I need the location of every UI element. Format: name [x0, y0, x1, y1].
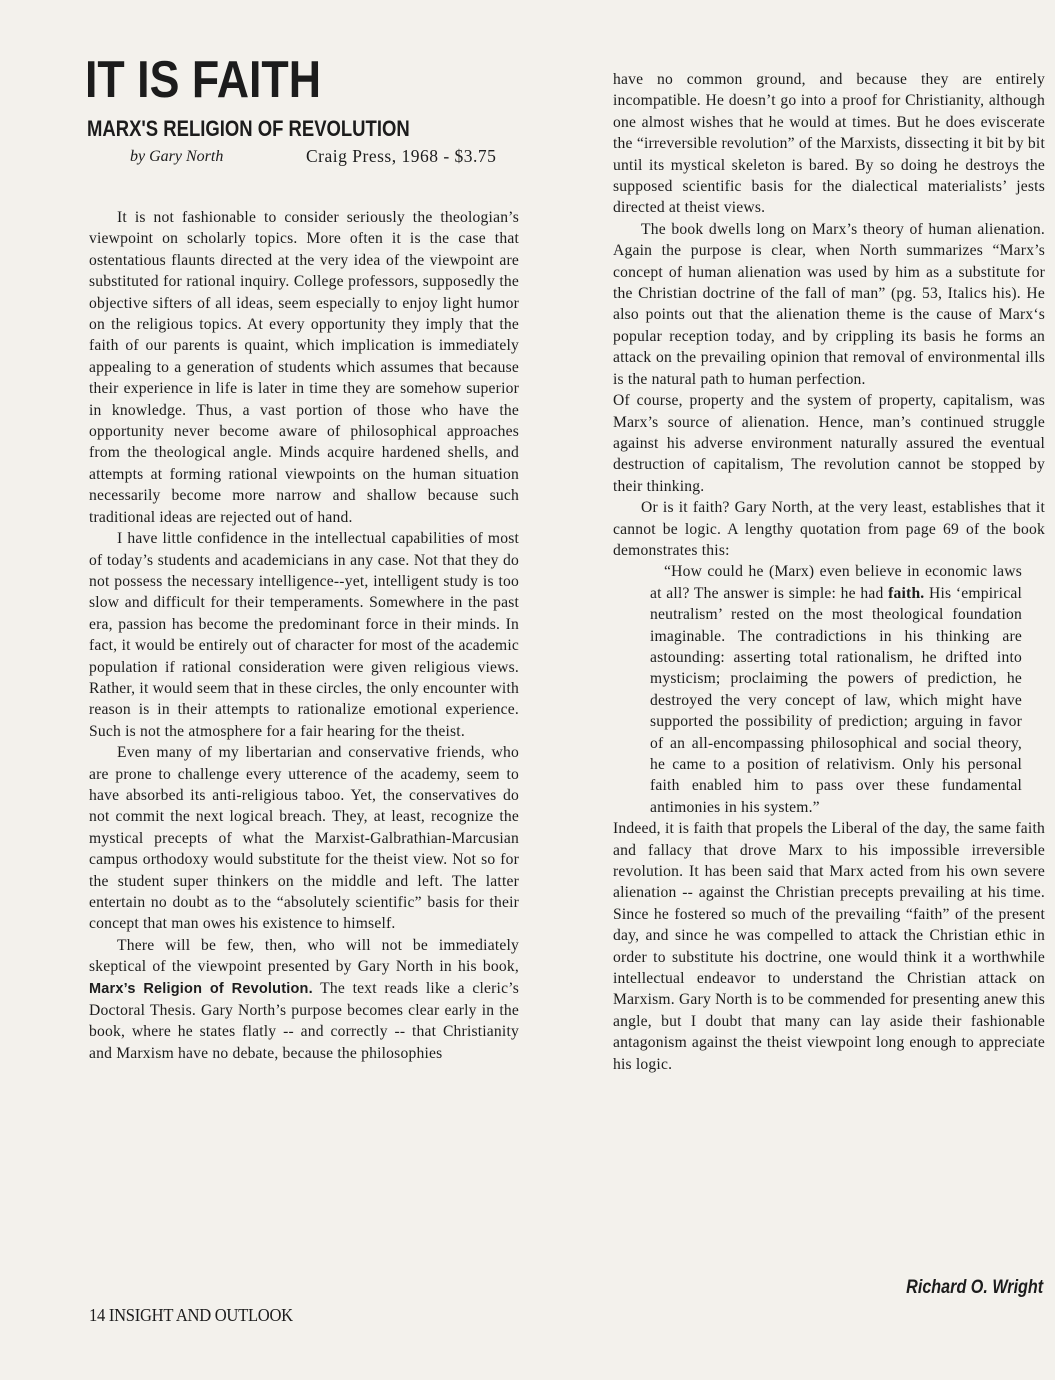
paragraph: Even many of my libertarian and conservative friends, who are prone to challenge every utterence of the academy, seem to have absorbed its anti-religious taboo. Yet, the conservatives do not commit the next logical breach. They, at least, recognize the mystical precepts of what the Marxist-Galbrathian-Marcusian campus orthodoxy would substitute for the theist view. Not so for the student super thinkers on the middle and left. The latter entertain no doubt as to the “absolutely scientific” basis for their concept that man owes his existence to himself. [89, 744, 519, 933]
paragraph-text: The text reads like a cleric’s Doctoral Thesis. Gary North’s purpose becomes clear early in the book, where he states flatly -- and correctly -- that Christianity and Marxism have no debate, because the philosophies [89, 979, 520, 1062]
paragraph: Indeed, it is faith that propels the Liberal of the day, the same faith and fallacy that drove Marx to his impossible irreversible revolution. It has been said that Marx acted from his own severe alienation -- against the Christian precepts prevailing at his time. Since he fostered so much of the prevailing “faith” of the present day, and since he was compelled to attack the Christian ethic in order to substitute his doctrine, one would think it a worthwhile intellectual endeavor to understand the Christian attack on Marxism. Gary North is to be commended for presenting anew this angle, but I doubt that many can lay aside their fashionable antagonism against the theist viewpoint long enough to appreciate his logic. [613, 820, 1045, 1073]
quote-emphasis: faith. [888, 584, 925, 602]
left-column [89, 207, 519, 1064]
article-title: IT IS FAITH [85, 51, 322, 109]
paragraph: I have little confidence in the intellectual capabilities of most of today’s students and academicians in any case. Not that they do not possess the necessary intelligence--yet, intelligent study is too slow and difficult for their temperaments. Somewhere in the past era, passion has become the predominant force in their minds. In fact, it would be entirely out of character for most of the academic population if rational consideration were given religious views. Rather, it would seem that in these circles, the only encounter with reason is in their attempts to rationalize emotional experience. Such is not the atmosphere for a fair hearing for the theist. [89, 530, 519, 740]
article-subtitle: MARX'S RELIGION OF REVOLUTION [87, 116, 410, 141]
right-column [613, 69, 1045, 1075]
book-title: Marx’s Religion of Revolution. [89, 980, 313, 997]
page-footer: 14 INSIGHT AND OUTLOOK [89, 1305, 293, 1325]
quote-text: “How could he (Marx) even believe in economic laws at all? The answer is simple: he had [650, 563, 1022, 602]
paragraph: Or is it faith? Gary North, at the very least, establishes that it cannot be logic. A lengthy quotation from page 69 of the book demonstrates this: [613, 499, 1045, 559]
author-signature: Richard O. Wright [906, 1277, 1043, 1298]
author-byline: by Gary North [130, 148, 224, 165]
paragraph: Of course, property and the system of property, capitalism, was Marx’s source of alienation. Hence, man’s continued struggle against his adverse environment naturally assured the eventual destruction of capitalism, The revolution cannot be stopped by their thinking. [613, 392, 1045, 495]
paragraph: The book dwells long on Marx’s theory of human alienation. Again the purpose is clear, when North summarizes “Marx’s concept of human alienation was used by him as a substitute for the Christian doctrine of the fall of man” (pg. 53, Italics his). He also points out that the alienation theme is the cause of Marx‘s popular reception today, and by crippling its basis he forms an attack on the prevailing opinion that removal of environmental ills is the natural path to human perfection. [613, 220, 1045, 388]
paragraph: It is not fashionable to consider seriously the theologian’s viewpoint on scholarly topics. More often it is the case that ostentatious flaunts directed at the very idea of the viewpoint are substituted for rational inquiry. College professors, supposedly the objective sifters of all ideas, seem especially to enjoy light humor on the religious topics. At every opportunity they imply that the faith of our parents is quaint, which implication is immediately appealing to a generation of students which assumes that because their experience in life is later in time they are somehow superior in knowledge. Thus, a vast portion of those who have the opportunity never become aware of philosophical approaches from the theological angle. Minds acquire hardened shells, and attempts at forming rational viewpoints on the human situation necessarily become more narrow and shallow because such traditional ideas are rejected out of hand. [89, 209, 519, 526]
block-quote [650, 561, 1022, 818]
publisher-info: Craig Press, 1968 - $3.75 [306, 146, 497, 166]
paragraph-text: There will be few, then, who will not be immediately skeptical of the viewpoint presented by Gary North in his book, [89, 936, 519, 976]
quote-text: His ‘empirical neutralism’ rested on the most theological foundation imaginable. The contradictions in his thinking are astounding: asserting total rationalism, he drifted into mysticism; proclaiming the powers of prediction, he destroyed the very concept of law, which might have supported the possibility of prediction; arguing in favor of an all-encompassing philosophical and social theory, he came to a position of relativism. Only his personal faith enabled him to pass over these fundamental antimonies in his system.” [650, 584, 1022, 816]
paragraph: have no common ground, and because they are entirely incompatible. He doesn’t go into a proof for Christianity, although one almost wishes that he would at times. But he does eviscerate the “irreversible revolution” of the Marxists, dissecting it bit by bit until its mystical skeleton is bared. By so doing he destroys the supposed scientific basis for the dialectical materialists’ jests directed at theist views. [613, 71, 1045, 217]
paragraph [89, 935, 519, 1064]
